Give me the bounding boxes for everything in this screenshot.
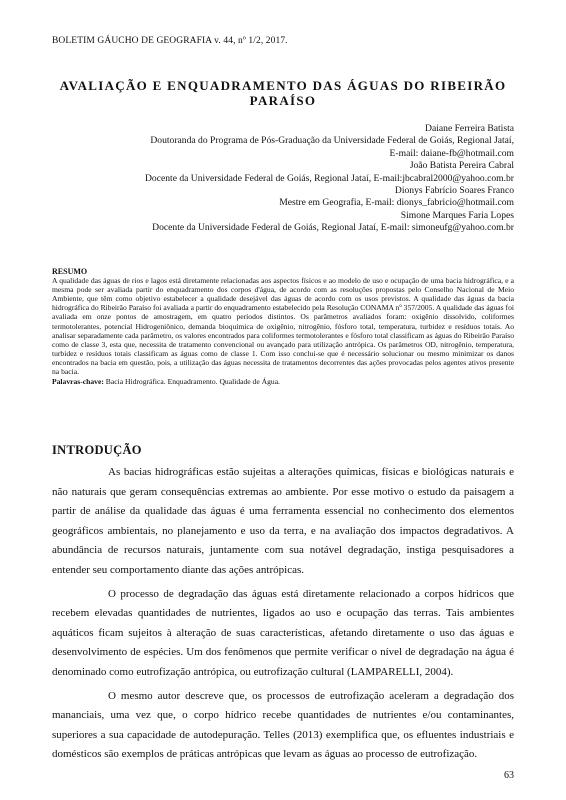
author-affiliation: Mestre em Geografia, E-mail: dionys_fabricio@hotmail.com (279, 197, 514, 209)
paragraph: O processo de degradação das águas está diretamente relacionado a corpos hídricos que recebem elevadas quantidades de nutrientes, ligados ao uso e ocupação das terras. Tais ambientes aquáticos ficam sujeitos à alteração de suas características, afetando diretamente o uso das águas e desenvolvimento de espécies. Um dos fenômenos que permite verificar o nível de degradação na água é denominado como eutrofização antrópica, ou eutrofização cultural (LAMPARELLI, 2004). (52, 587, 514, 678)
article-title-line: AVALIAÇÃO E ENQUADRAMENTO DAS ÁGUAS DO RIBEIRÃO (59, 78, 507, 93)
author-block (44, 123, 514, 235)
page-number: 63 (504, 770, 514, 781)
author-email: E-mail: daiane-fb@hotmail.com (389, 147, 514, 159)
keywords-text: Bacia Hidrográfica. Enquadramento. Qualidade de Água. (105, 377, 280, 387)
author-name: Dionys Fabrício Soares Franco (394, 185, 514, 197)
paragraph: O mesmo autor descreve que, os processos de eutrofização aceleram a degradação dos mananciais, uma vez que, o corpo hídrico recebe quantidades de nutrientes e/ou contaminantes, superiores a sua capacidade de autodepuração. Telles (2013) exemplifica que, os efluentes industriais e domésticos são exemplos de práticas antrópicas que levam as águas ao processo de eutrofização. (52, 689, 514, 761)
author-affiliation: Doutoranda do Programa de Pós-Graduação da Universidade Federal de Goiás, Regional Jataí, (150, 135, 514, 147)
author-affiliation: Docente da Universidade Federal de Goiás, Regional Jataí, E-mail: simoneufg@yahoo.com.br (152, 222, 514, 234)
abstract-heading: RESUMO (52, 267, 88, 276)
article-title (52, 78, 514, 108)
keywords-label: Palavras-chave: (52, 377, 104, 387)
author-name: Simone Marques Faria Lopes (400, 209, 514, 221)
abstract-text: A qualidade das águas de rios e lagos está diretamente relacionadas aos aspectos físicos e ao modelo de uso e ocupação de uma bacia hidrográfica, e a mesma pode ser avaliada partir do enquadramento dos corpos d'água, de acordo com as resoluções propostas pelo Conselho Nacional de Meio Ambiente, que têm como objetivo estabelecer a qualidade desejável das águas de acordo com os usos previstos. A qualidade das águas da bacia hidrográfica do Ribeirão Paraíso foi avaliada a partir do enquadramento estabelecido pela Resolução CONAMA nº 357/2005. A qualidade das águas foi avaliada em onze pontos de amostragem, em quatro períodos distintos. Os parâmetros avaliados foram: oxigênio dissolvido, coliformes termotolerantes, potencial Hidrogeniônico, demanda bioquímica de oxigênio, nitrogênio, fósforo total, temperatura, turbidez e resíduos totais. Ao analisar separadamente cada parâmetro, os valores encontrados para coliformes termotolerantes e fósforo total classificam as águas do Ribeirão Paraíso como de classe 3, esta que, necessita de tratamento convencional ou avançado para utilização antrópica. Os parâmetros OD, nitrogênio, temperatura, turbidez e resíduos totais classificam as águas como de classe 1. Com isso conclui-se que é necessário solucionar ou mesmo minimizar os danos encontrados na bacia em questão, pois, a utilização das águas necessita de tratamentos decorrentes das ações provocadas pelos agentes ativos presente na bacia. (52, 276, 514, 377)
running-header: BOLETIM GÁUCHO DE GEOGRAFIA v. 44, nº 1/2, 2017. (52, 36, 288, 46)
keywords (52, 377, 514, 386)
author-name: João Batista Pereira Cabral (409, 160, 514, 172)
body-text (52, 463, 514, 765)
author-affiliation: Docente da Universidade Federal de Goiás, Regional Jataí, E-mail:jbcabral2000@yahoo.com.br (144, 172, 514, 184)
paragraph: As bacias hidrográficas estão sujeitas a alterações químicas, físicas e biológicas naturais e não naturais que geram consequências extremas ao ambiente. Por esse motivo o estudo da paisagem a partir de análise da qualidade das águas é uma ferramenta essencial no conhecimento dos elementos geográficos ambientais, no planejamento e uso da terra, e na avaliação dos impactos degradativos. A abundância de recursos naturais, juntamente com sua notável degradação, instiga pesquisadores a entender seu comportamento diante das ações antrópicas. (52, 466, 514, 576)
section-heading: INTRODUÇÃO (52, 443, 142, 457)
article-title-line: PARAÍSO (249, 93, 317, 108)
author-name: Daiane Ferreira Batista (425, 123, 514, 134)
abstract (52, 267, 514, 386)
